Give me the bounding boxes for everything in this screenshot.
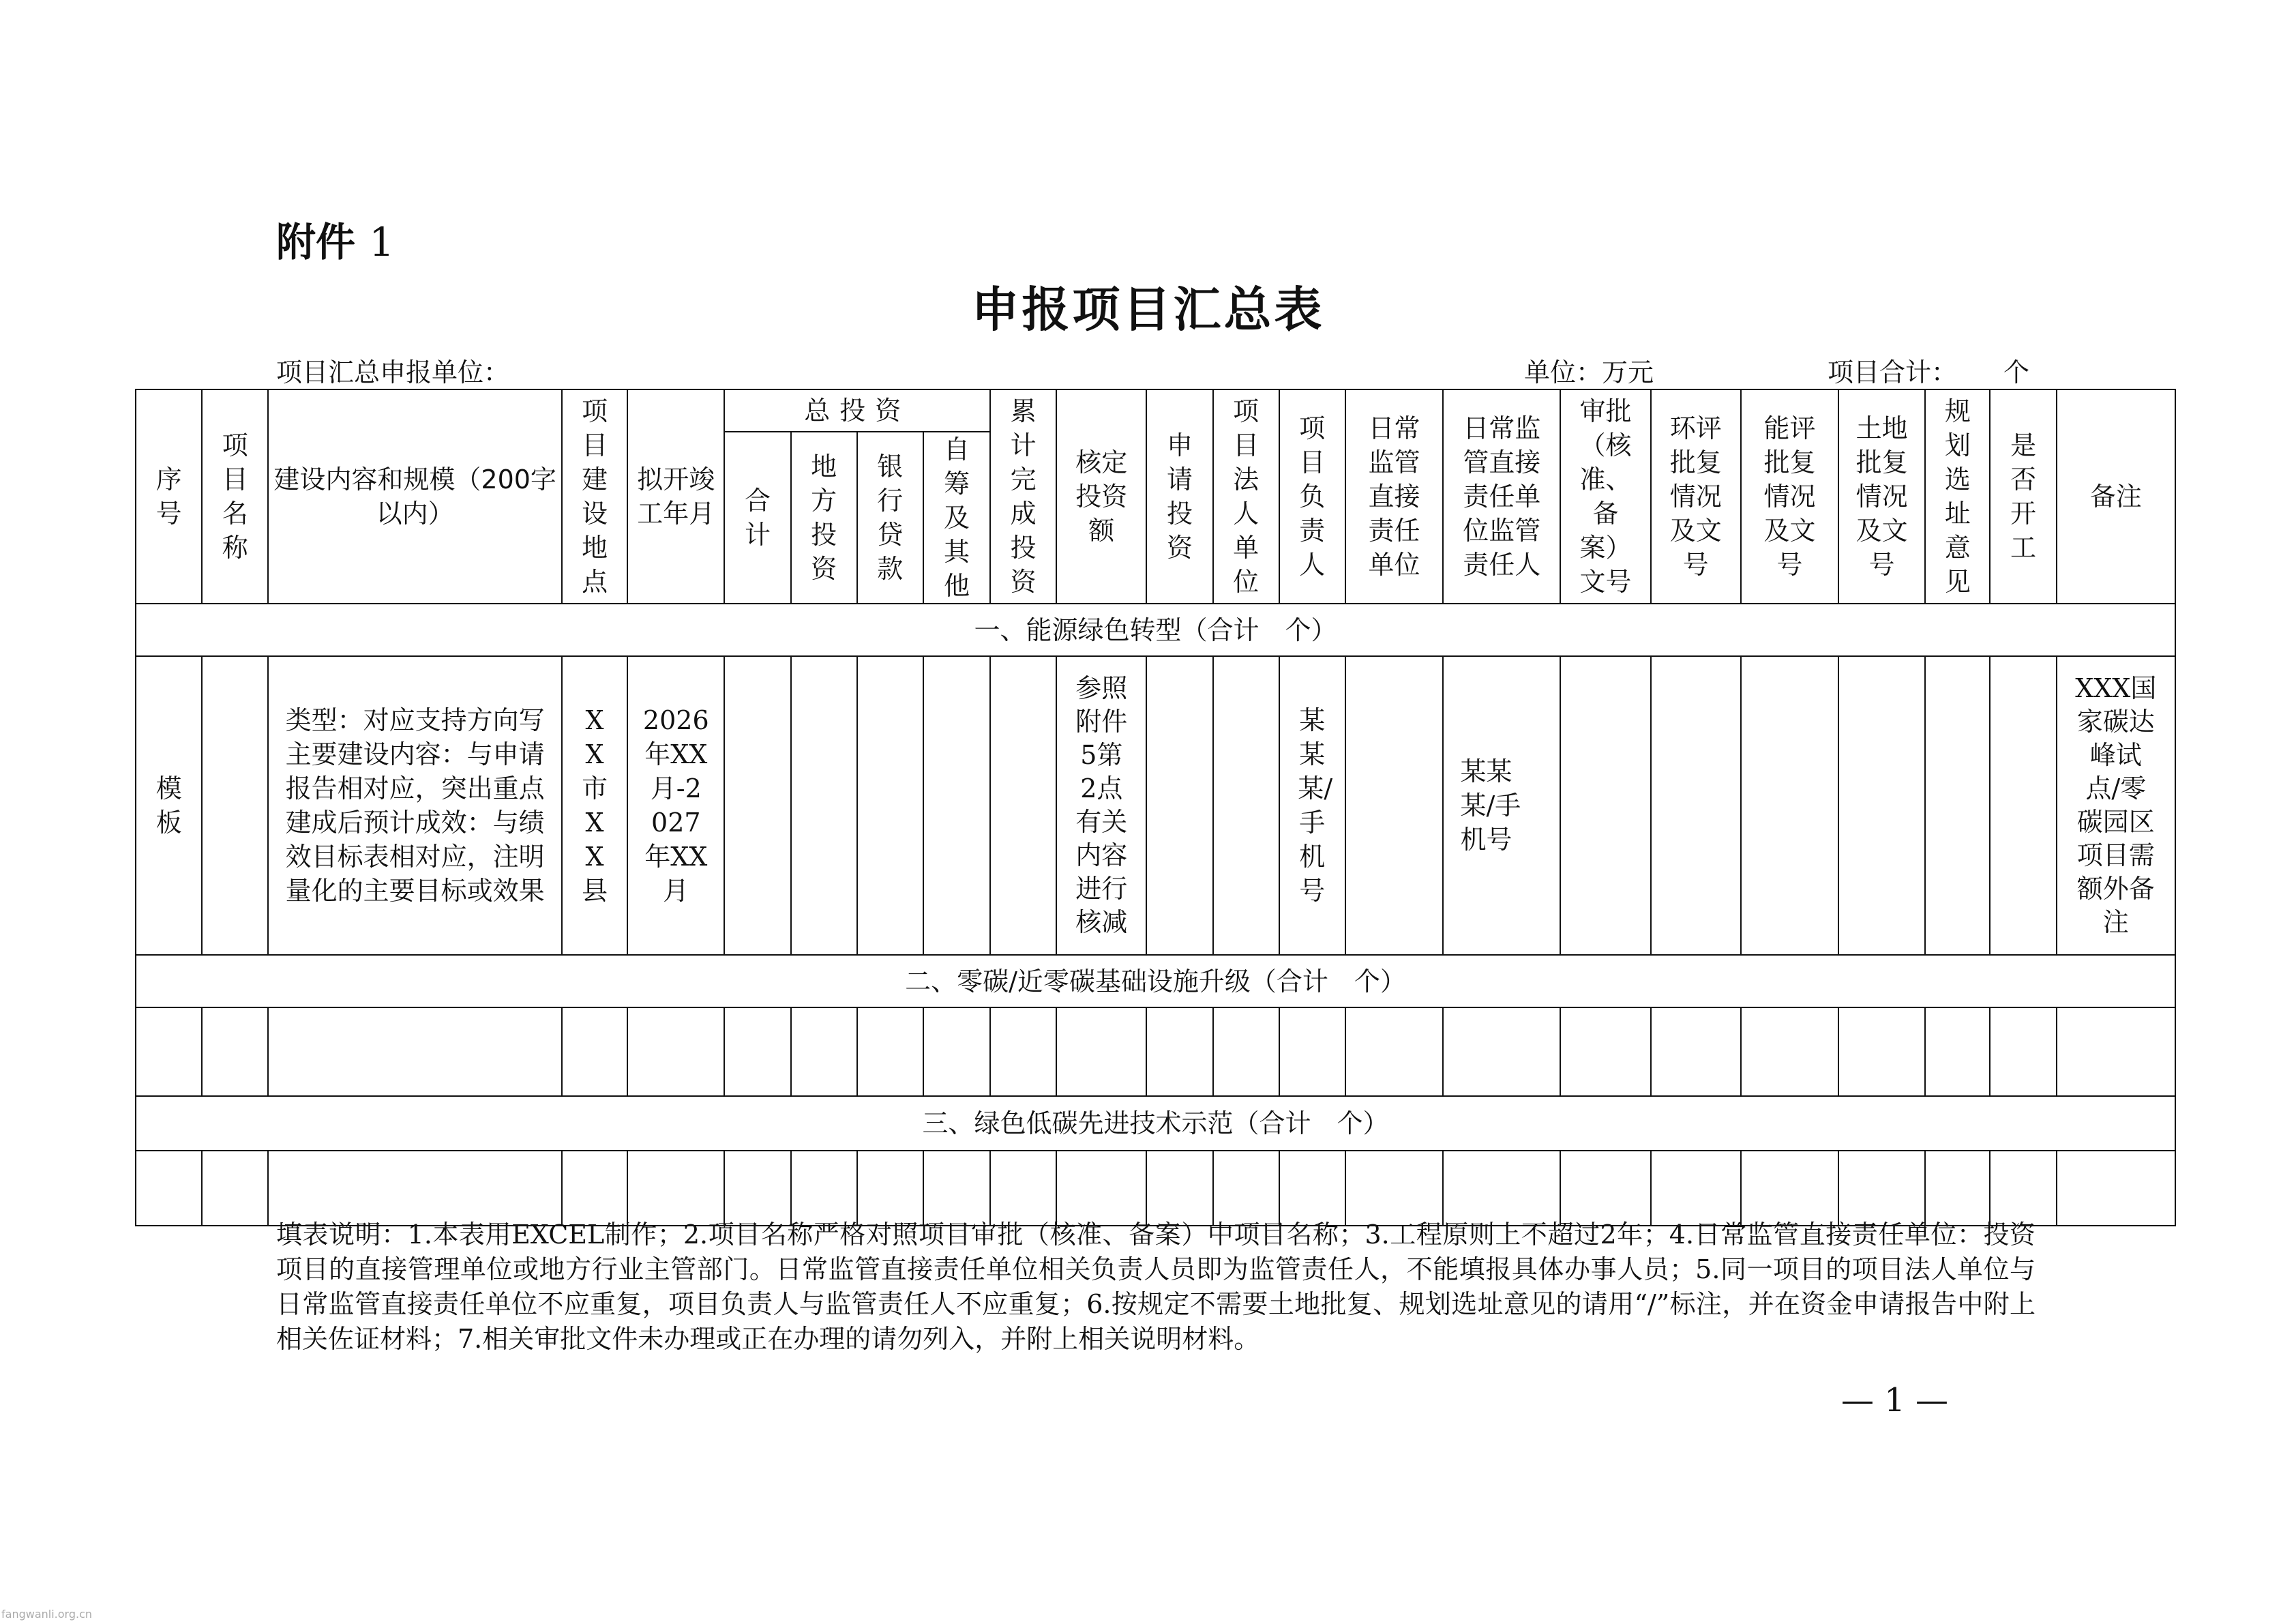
header-energy: 能评批复情况及文号 — [1741, 389, 1838, 604]
header-bank: 银行贷款 — [857, 432, 923, 604]
summary-table — [135, 389, 2176, 1226]
header-scope: 建设内容和规模（200字以内） — [268, 389, 562, 604]
template-scope: 类型：对应支持方向写 主要建设内容：与申请报告相对应，突出重点 建成后预计成效：与绩效目标表相对应，注明量化的主要目标或效果 — [268, 656, 562, 955]
template-owner: 某某某/手机号 — [1279, 656, 1345, 955]
header-env: 环评批复情况及文号 — [1651, 389, 1741, 604]
header-legal: 项目法人单位 — [1213, 389, 1279, 604]
watermark: fangwanli.org.cn — [1, 1608, 93, 1621]
header-local: 地方投资 — [791, 432, 857, 604]
header-planning: 规划选址意见 — [1925, 389, 1990, 604]
header-cumulative: 累计完成投资 — [990, 389, 1056, 604]
header-sum: 合计 — [724, 432, 790, 604]
header-self: 自筹及其他 — [923, 432, 990, 604]
filling-notes: 填表说明：1.本表用EXCEL制作；2.项目名称严格对照项目审批（核准、备案）中项目名称；3.工程原则上不超过2年；4.日常监管直接责任单位：投资项目的直接管理单位或地方行业主管部门。日常监管直接责任单位相关负责人员即为监管责任人，不能填报具体办事人员；5.同一项目的项目法人单位与日常监管直接责任单位不应重复，项目负责人与监管责任人不应重复；6.按规定不需要土地批复、规划选址意见的请用“/”标注，并在资金申请报告中附上相关佐证材料；7.相关审批文件未办理或正在办理的请勿列入，并附上相关说明材料。 — [276, 1220, 2036, 1354]
reporting-unit-label: 项目汇总申报单位： — [276, 357, 510, 387]
header-dates: 拟开竣工年月 — [627, 389, 724, 604]
project-total-label: 项目合计： — [1828, 357, 1958, 387]
currency-unit: 单位：万元 — [1524, 357, 1654, 387]
template-seq: 模板 — [136, 656, 202, 955]
attachment-label: 附件 1 — [276, 219, 395, 265]
page-title: 申报项目汇总表 — [971, 282, 1325, 338]
template-dates: 2026年XX月-2027年XX月 — [627, 656, 724, 955]
header-owner: 项目负责人 — [1279, 389, 1345, 604]
header-apply: 申请投资 — [1146, 389, 1212, 604]
header-location: 项目建设地点 — [562, 389, 627, 604]
section-2: 二、零碳/近零碳基础设施升级（合计 个） — [136, 955, 2175, 1007]
template-remark: XXX国家碳达峰试点/零碳园区项目需额外备注 — [2057, 656, 2175, 955]
header-remark: 备注 — [2057, 389, 2175, 604]
header-daily-unit: 日常监管直接责任单位 — [1345, 389, 1443, 604]
header-approved: 核定投资额 — [1056, 389, 1146, 604]
header-land: 土地批复情况及文号 — [1838, 389, 1925, 604]
section-3: 三、绿色低碳先进技术示范（合计 个） — [136, 1096, 2175, 1151]
section-1: 一、能源绿色转型（合计 个） — [136, 604, 2175, 656]
header-approval-number: 审批（核准、备案）文号 — [1560, 389, 1650, 604]
header-project-name: 项目名称 — [202, 389, 268, 604]
header-seq: 序号 — [136, 389, 202, 604]
header-started: 是否开工 — [1990, 389, 2056, 604]
header-total-investment: 总投资 — [724, 389, 990, 432]
template-approved: 参照附件5第2点有关内容进行核减 — [1056, 656, 1146, 955]
project-total-suffix: 个 — [2003, 357, 2030, 387]
template-location: XX市XX县 — [562, 656, 627, 955]
page-number: — 1 — — [1841, 1381, 1949, 1419]
header-daily-person: 日常监管直接责任单位监管责任人 — [1443, 389, 1560, 604]
template-daily-person: 某某某/手 机号 — [1443, 656, 1560, 955]
